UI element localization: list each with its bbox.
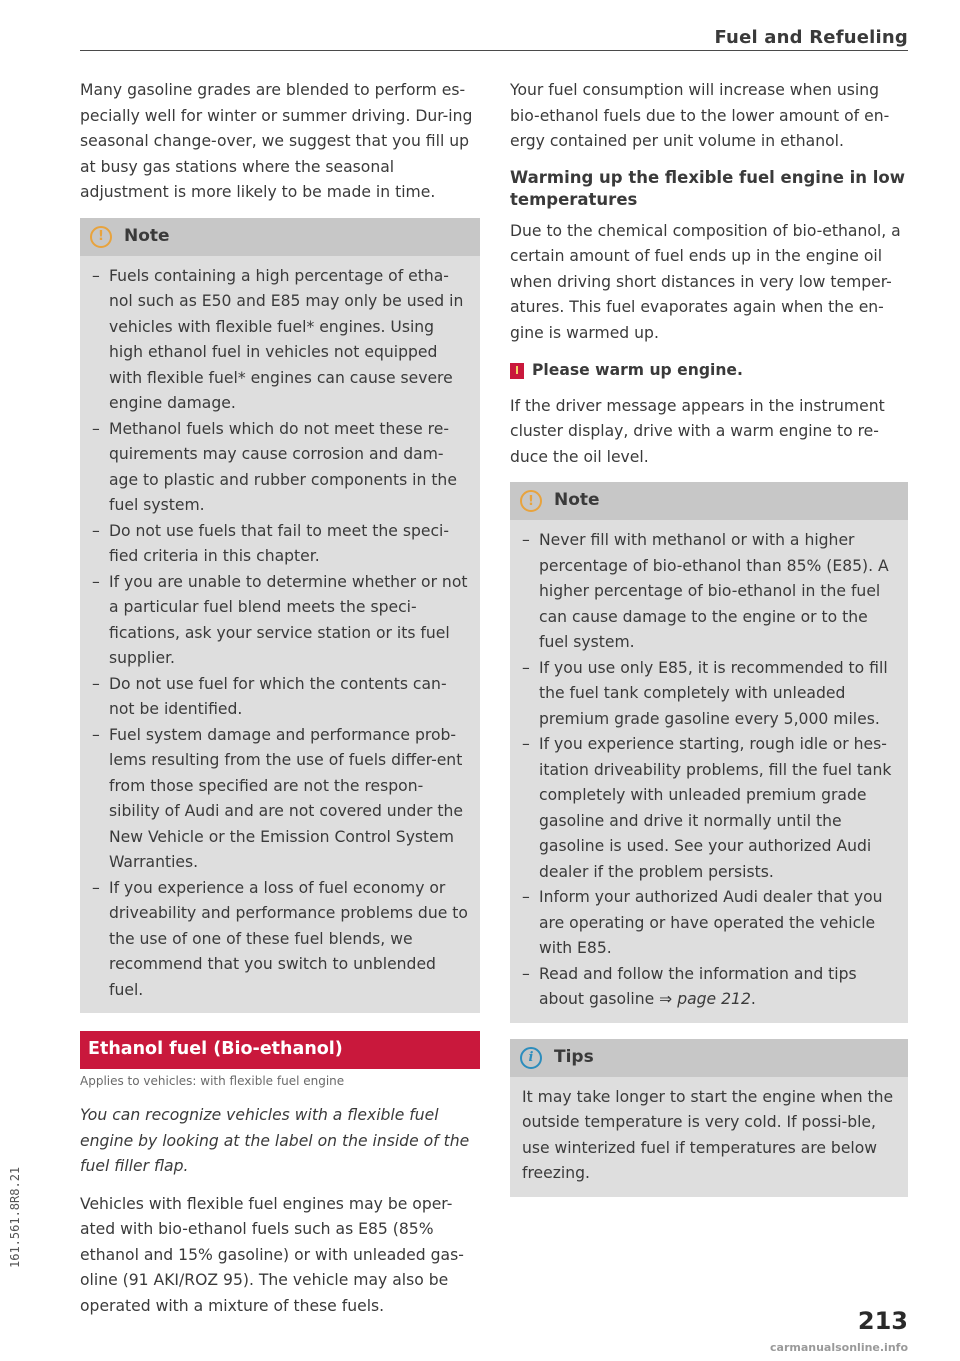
tips-box bbox=[510, 1039, 908, 1197]
oil-warning-icon bbox=[510, 363, 524, 379]
note-item-text: Read and follow the information and tips about gasoline bbox=[539, 964, 857, 1008]
ethanol-heading: Ethanol fuel (Bio-ethanol) bbox=[80, 1031, 480, 1069]
driver-message-text: Please warm up engine. bbox=[532, 361, 743, 379]
tips-title: Tips bbox=[554, 1046, 594, 1067]
watermark: carmanualsonline.info bbox=[770, 1341, 908, 1354]
note-header bbox=[510, 482, 908, 520]
driver-message bbox=[510, 358, 908, 384]
note-item: – Methanol fuels which do not meet these re-quirements may cause corrosion and dam-age to plastic and rubber components in the fuel system. bbox=[92, 417, 468, 519]
warm-up-heading: Warming up the flexible fuel engine in low temperatures bbox=[510, 167, 906, 209]
tips-body: It may take longer to start the engine when the outside temperature is very cold. If possi-ble, use winterized fuel if temperatures are below freezing. bbox=[522, 1087, 894, 1182]
note-header bbox=[80, 218, 480, 256]
note-item: – Never fill with methanol or with a higher percentage of bio-ethanol than 85% (E85). A higher percentage of bio-ethanol in the fuel can cause damage to the engine or to the fuel system. bbox=[522, 528, 896, 656]
tips-header bbox=[510, 1039, 908, 1077]
note-item: – If you use only E85, it is recommended to fill the fuel tank completely with unleaded premium grade gasoline every 5,000 miles. bbox=[522, 656, 896, 733]
section-title: Fuel and Refueling bbox=[714, 27, 908, 48]
exclamation-circle-icon: ! bbox=[90, 226, 112, 248]
header-rule bbox=[80, 50, 908, 51]
note-body bbox=[510, 520, 908, 1023]
side-code: 161.561.8R8.21 bbox=[8, 1166, 22, 1268]
warm-up-paragraph: Due to the chemical composition of bio-ethanol, a certain amount of fuel ends up in the engine oil when driving short distances in very low temper-atures. This fuel evaporates again when the en-gine is warmed up. bbox=[510, 221, 901, 342]
note-title: Note bbox=[554, 490, 600, 511]
note-list bbox=[522, 528, 896, 1013]
info-circle-icon: i bbox=[520, 1047, 542, 1069]
note-item: – Fuel system damage and performance prob-lems resulting from the use of fuels differ-ent from those specified are not the respon-sibility of Audi and are not covered under the New Vehicle or the Emission Control System Warranties. bbox=[92, 723, 468, 876]
note-item: – Do not use fuels that fail to meet the speci-fied criteria in this chapter. bbox=[92, 519, 468, 570]
right-column bbox=[510, 78, 908, 1213]
lead-paragraph: You can recognize vehicles with a flexible fuel engine by looking at the label on the inside of the fuel filler flap. bbox=[80, 1106, 470, 1175]
page-number: 213 bbox=[857, 1307, 908, 1335]
note-body bbox=[80, 256, 480, 1014]
note-title: Note bbox=[124, 225, 170, 246]
note-item-end: . bbox=[750, 990, 756, 1008]
note-box bbox=[80, 218, 480, 1014]
intro-paragraph: Many gasoline grades are blended to perform es-pecially well for winter or summer driving. Dur-ing seasonal change-over, we suggest that you fill up at busy gas stations where the seasonal adjustment is more likely to be made in time. bbox=[80, 81, 473, 201]
left-column bbox=[80, 78, 480, 1331]
note-item: – If you experience a loss of fuel economy or driveability and performance problems due to the use of one of these fuel blends, we recommend that you switch to unblended fuel. bbox=[92, 876, 468, 1004]
consumption-paragraph: Your fuel consumption will increase when using bio-ethanol fuels due to the lower amount of en-ergy contained per unit volume in ethanol. bbox=[510, 81, 890, 150]
applies-to-text: Applies to vehicles: with flexible fuel engine bbox=[80, 1074, 345, 1088]
exclamation-circle-icon: ! bbox=[520, 490, 542, 512]
note-item: – Inform your authorized Audi dealer that you are operating or have operated the vehicle with E85. bbox=[522, 885, 896, 962]
note-item: – If you experience starting, rough idle or hes-itation driveability problems, fill the fuel tank completely with unleaded premium grade gasoline and drive it normally until the gasoline is used. See your authorized Audi dealer if the problem persists. bbox=[522, 732, 896, 885]
note-box-right bbox=[510, 482, 908, 1023]
note-item: – If you are unable to determine whether or not a particular fuel blend meets the speci-fications, ask your service station or its fuel supplier. bbox=[92, 570, 468, 672]
note-item bbox=[522, 962, 896, 1013]
note-item: – Do not use fuel for which the contents can-not be identified. bbox=[92, 672, 468, 723]
note-list bbox=[92, 264, 468, 1004]
note-item: – Fuels containing a high percentage of etha-nol such as E50 and E85 may only be used in vehicles with flexible fuel* engines. Using high ethanol fuel in vehicles not equipped with flexible fuel* engines can cause severe engine damage. bbox=[92, 264, 468, 417]
ethanol-body-paragraph: Vehicles with flexible fuel engines may be oper-ated with bio-ethanol fuels such as E85 (85% ethanol and 15% gasoline) or with unleaded gas-oline (91 AKI/ROZ 95). The vehicle may also be operated with a mixture of these fuels. bbox=[80, 1194, 464, 1315]
driver-message-paragraph: If the driver message appears in the instrument cluster display, drive with a warm engine to re-duce the oil level. bbox=[510, 396, 885, 466]
page-reference-link[interactable]: ⇒ page 212 bbox=[659, 990, 751, 1008]
